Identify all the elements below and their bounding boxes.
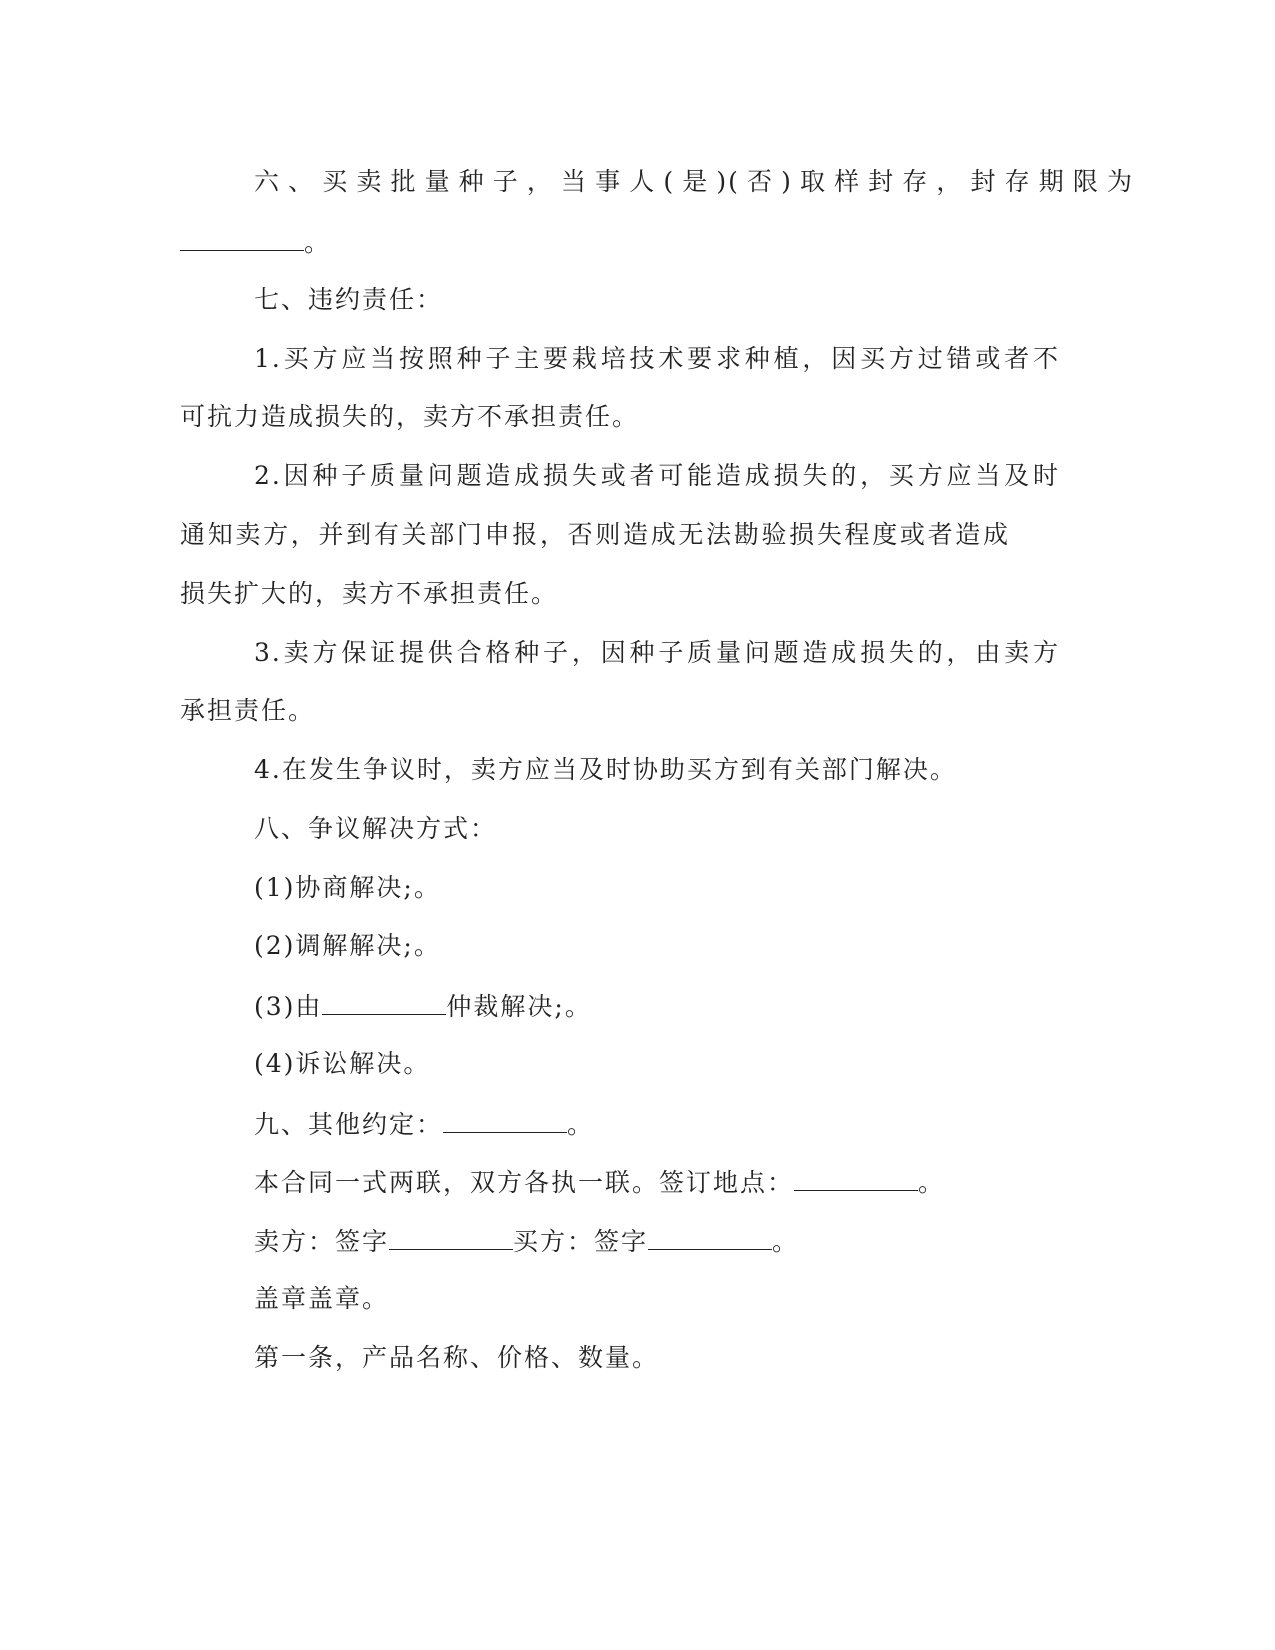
clause-8-option-1: (1)协商解决;。 [254,873,441,902]
seal-line: 盖章盖章。 [254,1284,390,1313]
clause-7-heading: 七、违约责任： [254,285,444,314]
article-1-heading: 第一条，产品名称、价格、数量。 [254,1343,660,1372]
signature-line: 卖方：签字 买方：签字 。 [254,1223,1134,1259]
contract-copies-line: 本合同一式两联，双方各执一联。签订地点： 。 [254,1164,1134,1200]
clause-7-2-line-2: 通知卖方，并到有关部门申报，否则造成无法勘验损失程度或者造成 [180,520,1010,549]
fill-blank [322,988,446,1015]
clause-8-heading: 八、争议解决方式： [254,814,498,843]
fill-blank [180,224,304,251]
clause-7-4: 4.在发生争议时，卖方应当及时协助买方到有关部门解决。 [254,755,957,784]
clause-6-line-1: 六、买卖批量种子，当事人(是)(否)取样封存，封存期限为 [254,167,1134,196]
clause-9: 九、其他约定： 。 [254,1106,1134,1142]
clause-8-option-3: (3)由 仲裁解决;。 [254,988,1134,1024]
fill-blank [389,1223,513,1250]
fill-blank [443,1106,567,1133]
fill-blank [648,1223,772,1250]
clause-7-2-line-3: 损失扩大的，卖方不承担责任。 [180,579,559,608]
clause-7-1-line-2: 可抗力造成损失的，卖方不承担责任。 [180,402,640,431]
clause-8-option-2: (2)调解解决;。 [254,931,441,960]
clause-7-3-line-1: 3.卖方保证提供合格种子，因种子质量问题造成损失的，由卖方 [254,638,1060,667]
clause-7-2-line-1: 2.因种子质量问题造成损失或者可能造成损失的，买方应当及时 [254,461,1060,490]
clause-7-3-line-2: 承担责任。 [180,696,316,725]
clause-6-line-2: 。 [180,224,1060,260]
clause-7-1-line-1: 1.买方应当按照种子主要栽培技术要求种植，因买方过错或者不 [254,344,1060,373]
clause-8-option-4: (4)诉讼解决。 [254,1049,431,1078]
fill-blank [794,1164,918,1191]
